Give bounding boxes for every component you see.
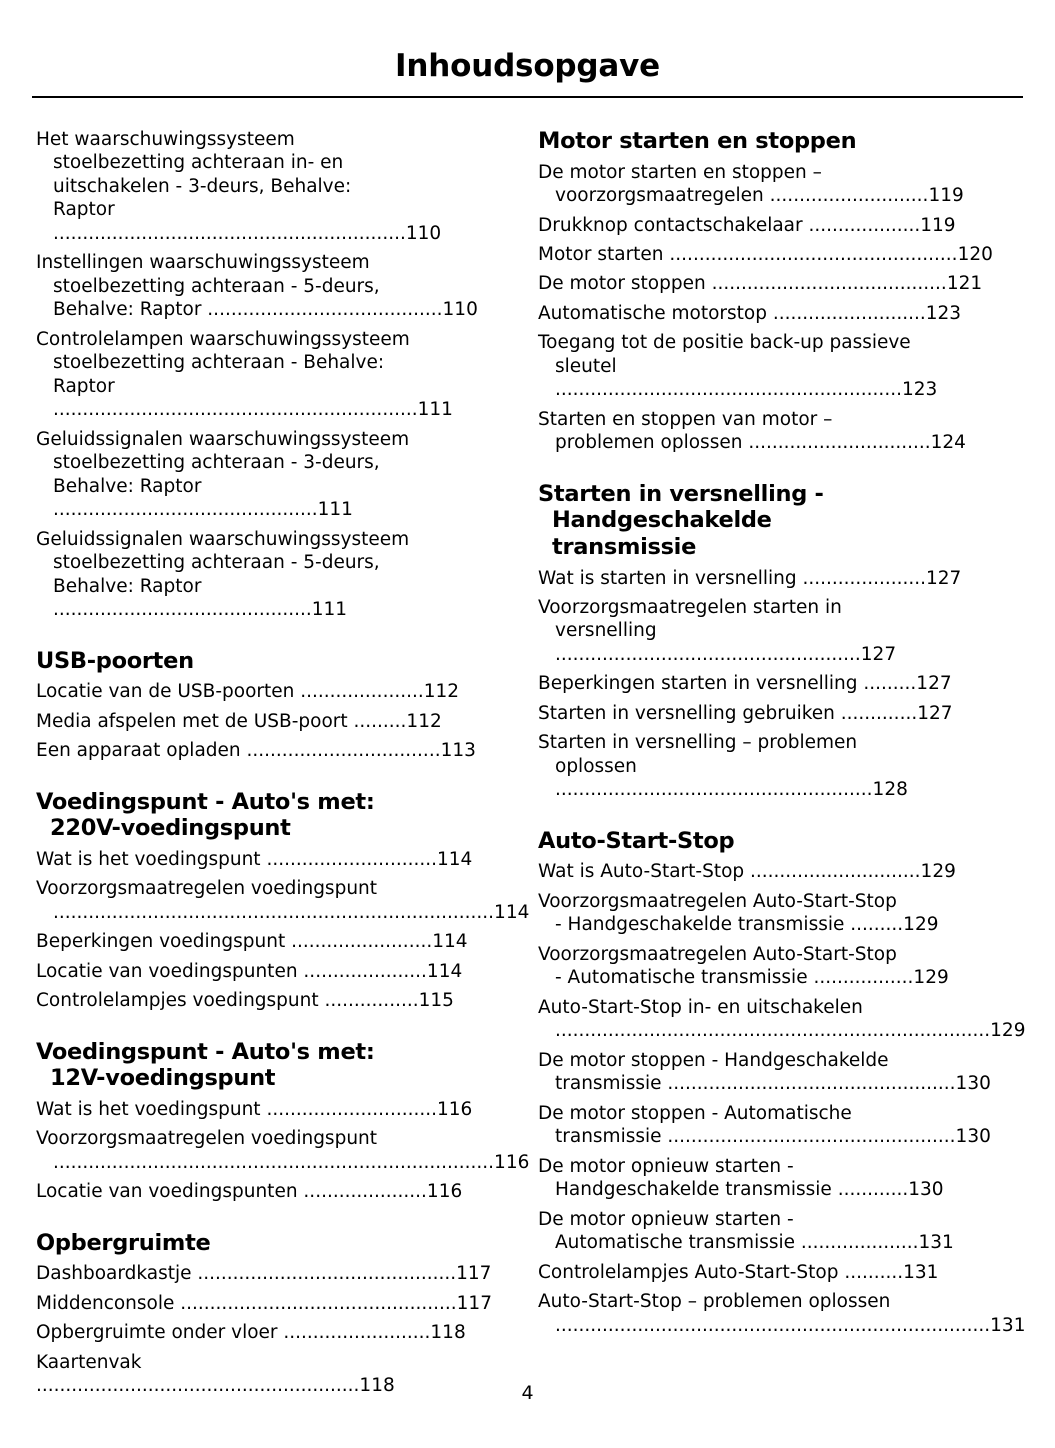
toc-right-column: [538, 128, 1026, 1404]
toc-entry[interactable]: [36, 930, 492, 953]
toc-entry-text-cont: stoelbezetting achteraan - Behalve:: [53, 352, 385, 374]
toc-entry-text-cont: transmissie .................................................130: [555, 1126, 991, 1148]
toc-entry-text-cont: - Automatische transmissie .................129: [555, 967, 949, 989]
toc-entry-text: Starten en stoppen van motor –: [538, 408, 833, 430]
toc-entry-text: Voorzorgsmaatregelen Auto-Start-Stop: [538, 890, 897, 912]
toc-entry-text-cont: Raptor ..............................................................111: [53, 375, 453, 421]
toc-entry[interactable]: [36, 1180, 492, 1203]
toc-entry[interactable]: [36, 1321, 492, 1344]
toc-entry[interactable]: [538, 731, 994, 801]
toc-entry-text-cont: sleutel ...........................................................123: [555, 355, 938, 401]
toc-entry-text: Geluidssignalen waarschuwingssysteem: [36, 428, 410, 450]
toc-entry-text: Locatie van voedingspunten .....................116: [36, 1181, 463, 1203]
toc-entry-text-cont: - Handgeschakelde transmissie .........129: [555, 914, 939, 936]
toc-entry[interactable]: [538, 1261, 994, 1284]
toc-section-heading: [538, 481, 994, 561]
toc-entry[interactable]: [36, 528, 492, 622]
section-heading-line: 12V-voedingspunt: [50, 1065, 276, 1092]
toc-entry[interactable]: [538, 890, 994, 937]
toc-entry[interactable]: [36, 1098, 492, 1121]
toc-entry-text: Controlelampjes Auto-Start-Stop ..........131: [538, 1261, 939, 1283]
toc-entry[interactable]: [538, 1290, 1026, 1337]
toc-entry[interactable]: [36, 428, 492, 522]
toc-entry-text-cont: stoelbezetting achteraan - 5-deurs,: [53, 275, 380, 297]
toc-entry[interactable]: [538, 672, 994, 695]
toc-entry-text: De motor stoppen ........................................121: [538, 273, 983, 295]
toc-entry-text-cont: transmissie .................................................130: [555, 1073, 991, 1095]
toc-entry[interactable]: [538, 161, 994, 208]
toc-entry[interactable]: [538, 1155, 994, 1202]
toc-entry[interactable]: [36, 251, 492, 321]
toc-entry[interactable]: [36, 328, 492, 422]
toc-entry[interactable]: [36, 1127, 530, 1174]
toc-entry-text: Voorzorgsmaatregelen starten in: [538, 597, 842, 618]
toc-entry-text-cont: stoelbezetting achteraan in- en: [53, 152, 344, 174]
toc-entry-text: Locatie van de USB-poorten .....................112: [36, 681, 460, 703]
toc-entry-text-cont: Behalve: Raptor .............................................111: [53, 475, 353, 521]
toc-entry[interactable]: [538, 1208, 994, 1255]
toc-entry-text-cont: ..........................................................................131: [555, 1314, 1026, 1336]
toc-entry-text: Het waarschuwingssysteem: [36, 129, 295, 150]
toc-entry-text: Dashboardkastje ............................................117: [36, 1263, 492, 1285]
toc-entry-text: Starten in versnelling gebruiken .............127: [538, 702, 953, 724]
toc-section-heading: [36, 1230, 492, 1257]
toc-entry-text: Toegang tot de positie back-up passieve: [538, 332, 911, 354]
toc-entry-text: Beperkingen starten in versnelling .........127: [538, 673, 952, 695]
toc-entry-text: Auto-Start-Stop – problemen oplossen: [538, 1291, 891, 1313]
toc-entry-text: De motor opnieuw starten -: [538, 1155, 794, 1177]
toc-entry-text: Instellingen waarschuwingssysteem: [36, 252, 370, 274]
toc-entry-text: De motor starten en stoppen –: [538, 161, 822, 183]
toc-entry[interactable]: [36, 680, 492, 703]
section-heading-line: Auto-Start-Stop: [538, 827, 735, 854]
toc-entry-text-cont: problemen oplossen ...............................124: [555, 432, 966, 454]
toc-entry-text: Middenconsole ...............................................117: [36, 1292, 492, 1314]
toc-entry[interactable]: [538, 860, 994, 883]
toc-entry-text: Een apparaat opladen .................................113: [36, 740, 476, 762]
toc-entry-text: Controlelampjes voedingspunt ................115: [36, 990, 454, 1012]
toc-entry-text: Media afspelen met de USB-poort .........112: [36, 710, 442, 732]
toc-entry-text: Voorzorgsmaatregelen voedingspunt: [36, 878, 378, 900]
section-heading-line: transmissie: [552, 533, 697, 560]
toc-entry-text-cont: Handgeschakelde transmissie ............130: [555, 1179, 944, 1201]
toc-entry-text: Wat is Auto-Start-Stop .............................129: [538, 861, 956, 883]
toc-entry[interactable]: [36, 710, 492, 733]
toc-entry[interactable]: [538, 996, 1026, 1043]
toc-entry[interactable]: [538, 302, 994, 325]
toc-section-heading: [36, 789, 492, 842]
toc-entry[interactable]: [538, 567, 994, 590]
toc-entry[interactable]: [36, 1292, 492, 1315]
toc-entry-text-cont: stoelbezetting achteraan - 3-deurs,: [53, 452, 380, 474]
toc-entry-text-cont: Raptor ............................................................110: [53, 199, 442, 244]
toc-entry-text: Starten in versnelling – problemen: [538, 732, 858, 754]
toc-entry[interactable]: [36, 739, 492, 762]
toc-entry-text-cont: ..........................................................................129: [555, 1020, 1026, 1042]
toc-entry-text: Kaartenvak .......................................................118: [36, 1351, 395, 1397]
toc-section-heading: [36, 648, 492, 675]
toc-section-heading: [538, 128, 994, 155]
toc-entry[interactable]: [36, 1262, 492, 1285]
toc-entry-text: Motor starten .................................................120: [538, 244, 993, 265]
title-divider: [32, 96, 1023, 98]
toc-entry-text: Opbergruimte onder vloer .........................118: [36, 1322, 466, 1344]
toc-columns: [0, 128, 1055, 1404]
toc-entry-text: Wat is het voedingspunt .............................114: [36, 848, 473, 870]
section-heading-line: Voedingspunt - Auto's met:: [36, 1038, 375, 1065]
section-heading-line: Opbergruimte: [36, 1229, 211, 1256]
page-title: Inhoudsopgave: [395, 48, 660, 84]
toc-entry-text-cont: Automatische transmissie ....................131: [555, 1232, 954, 1254]
toc-entry-text-cont: ...........................................................................116: [53, 1151, 530, 1173]
toc-entry-text: Wat is het voedingspunt .............................116: [36, 1098, 473, 1120]
toc-entry-text: Voorzorgsmaatregelen Auto-Start-Stop: [538, 943, 897, 965]
toc-entry[interactable]: [538, 272, 994, 295]
toc-entry[interactable]: [538, 943, 994, 990]
toc-entry-text: Locatie van voedingspunten .....................114: [36, 960, 463, 982]
toc-entry-text: De motor opnieuw starten -: [538, 1208, 794, 1230]
toc-section-heading: [538, 828, 994, 855]
section-heading-line: Voedingspunt - Auto's met:: [36, 788, 375, 815]
toc-entry[interactable]: [36, 960, 492, 983]
toc-entry-text: Beperkingen voedingspunt ........................114: [36, 931, 468, 953]
toc-section-heading: [36, 1039, 492, 1092]
toc-entry-text-cont: versnelling ....................................................127: [555, 620, 897, 665]
toc-entry[interactable]: [538, 1049, 994, 1096]
toc-entry[interactable]: [538, 596, 994, 666]
toc-entry[interactable]: [36, 128, 492, 245]
toc-entry-text: De motor stoppen - Handgeschakelde: [538, 1049, 889, 1071]
toc-entry[interactable]: [36, 989, 492, 1012]
toc-entry-text-cont: Behalve: Raptor ............................................111: [53, 575, 348, 621]
toc-entry-text-cont: Behalve: Raptor ........................................110: [53, 299, 478, 321]
section-heading-line: Handgeschakelde: [552, 507, 772, 534]
toc-entry[interactable]: [538, 331, 994, 401]
toc-entry-text: Voorzorgsmaatregelen voedingspunt: [36, 1128, 378, 1150]
toc-entry[interactable]: [36, 877, 530, 924]
toc-entry[interactable]: [36, 848, 492, 871]
toc-entry-text-cont: voorzorgsmaatregelen ...........................119: [555, 185, 964, 207]
toc-entry-text: Auto-Start-Stop in- en uitschakelen: [538, 996, 863, 1018]
toc-entry-text-cont: stoelbezetting achteraan - 5-deurs,: [53, 552, 380, 574]
toc-entry[interactable]: [538, 243, 994, 266]
toc-entry-text: Controlelampen waarschuwingssysteem: [36, 328, 410, 350]
toc-entry-text-cont: uitschakelen - 3-deurs, Behalve:: [53, 175, 352, 197]
toc-entry[interactable]: [538, 408, 994, 455]
section-heading-line: USB-poorten: [36, 647, 194, 674]
toc-entry-text-cont: ...........................................................................114: [53, 901, 530, 923]
section-heading-line: Motor starten en stoppen: [538, 128, 857, 154]
toc-left-column: [36, 128, 530, 1404]
toc-entry-text: Wat is starten in versnelling .....................127: [538, 567, 962, 589]
toc-entry-text-cont: oplossen ......................................................128: [555, 755, 908, 801]
section-heading-line: 220V-voedingspunt: [50, 815, 291, 842]
toc-entry-text: Automatische motorstop ..........................123: [538, 302, 962, 324]
toc-entry-text: Geluidssignalen waarschuwingssysteem: [36, 528, 410, 550]
toc-entry[interactable]: [538, 1102, 994, 1149]
toc-entry-text: De motor stoppen - Automatische: [538, 1102, 852, 1124]
toc-entry[interactable]: [538, 702, 994, 725]
page-number: 4: [521, 1382, 534, 1404]
toc-entry[interactable]: [538, 214, 994, 237]
section-heading-line: Starten in versnelling -: [538, 480, 824, 507]
toc-entry-text: Drukknop contactschakelaar ...................119: [538, 214, 956, 236]
